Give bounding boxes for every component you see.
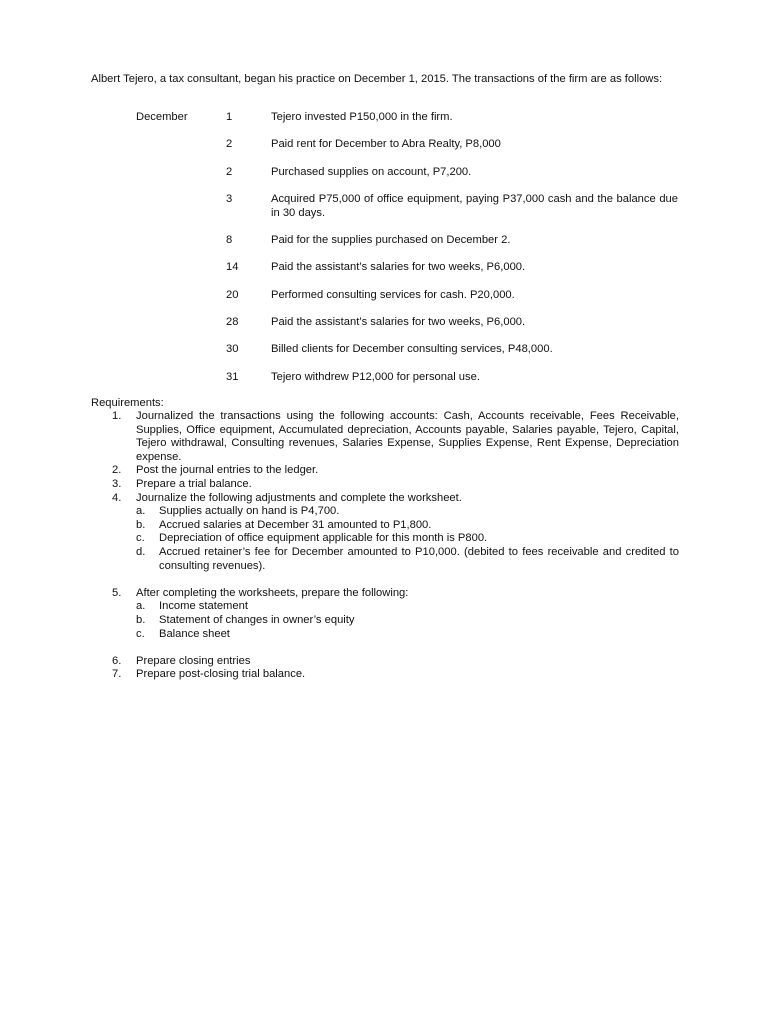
requirement-text: Post the journal entries to the ledger. (136, 464, 319, 477)
requirement-number: 6. (112, 654, 122, 667)
spacer (0, 573, 768, 587)
requirements-list (0, 410, 768, 682)
sub-item-letter: c. (136, 627, 145, 640)
requirement-item (0, 464, 768, 478)
transaction-text: Billed clients for December consulting services, P48,000. (271, 343, 553, 355)
transaction-day: 14 (226, 261, 239, 273)
transaction-text: Performed consulting services for cash. P20,000. (271, 289, 515, 301)
requirement-text: After completing the worksheets, prepare the following: (136, 586, 409, 599)
transaction-text: Paid for the supplies purchased on December 2. (271, 234, 511, 246)
transaction-text: Tejero invested P150,000 in the firm. (271, 111, 453, 123)
transaction-day: 30 (226, 343, 239, 355)
requirement-text: Journalized the transactions using the following accounts: Cash, Accounts receivable, Fees Receivable, Supplies, Office equipment, Accumulated depreciation, Accounts payable, Salaries payable, Tejero, Capital, Tejero withdrawal, Consulting revenues, Salaries Expense, Supplies Expense, Rent Expense, Depreciation expense. (136, 410, 679, 463)
requirements-heading: Requirements: (91, 397, 164, 409)
sub-item-letter: c. (136, 532, 145, 545)
transaction-day: 20 (226, 289, 239, 301)
sub-item (0, 532, 768, 546)
requirement-item (0, 492, 768, 506)
requirement-item (0, 478, 768, 492)
sub-item (0, 628, 768, 642)
requirement-text: Prepare closing entries (136, 654, 251, 667)
transaction-text: Paid the assistant’s salaries for two weeks, P6,000. (271, 316, 526, 328)
sub-item-text: Balance sheet (159, 627, 230, 640)
transaction-day: 3 (226, 193, 233, 205)
requirement-item (0, 668, 768, 682)
sub-item-letter: b. (136, 518, 146, 531)
requirement-item (0, 410, 768, 464)
transaction-month: December (136, 111, 188, 123)
requirement-item (0, 655, 768, 669)
sub-item (0, 546, 768, 573)
sub-item-letter: a. (136, 600, 146, 613)
sub-item-text: Depreciation of office equipment applicable for this month is P800. (159, 532, 488, 545)
sub-item (0, 600, 768, 614)
intro-paragraph: Albert Tejero, a tax consultant, began his practice on December 1, 2015. The transactions of the firm are as follows: (91, 73, 663, 85)
requirement-number: 3. (112, 477, 122, 490)
transaction-day: 28 (226, 316, 239, 328)
transaction-day: 2 (226, 166, 233, 178)
requirement-text: Prepare a trial balance. (136, 477, 252, 490)
transaction-text: Acquired P75,000 of office equipment, paying P37,000 cash and the balance due in 30 days. (271, 193, 678, 219)
requirement-text: Journalize the following adjustments and complete the worksheet. (136, 491, 462, 504)
transaction-text: Paid rent for December to Abra Realty, P8,000 (271, 138, 501, 150)
transaction-text: Paid the assistant’s salaries for two weeks, P6,000. (271, 261, 526, 273)
requirement-text: Prepare post-closing trial balance. (136, 668, 306, 681)
sub-item (0, 519, 768, 533)
spacer (0, 641, 768, 655)
statements-list (0, 600, 768, 641)
transaction-day: 2 (226, 138, 233, 150)
requirement-number: 7. (112, 668, 122, 681)
transaction-text: Purchased supplies on account, P7,200. (271, 166, 472, 178)
sub-item-text: Income statement (159, 600, 248, 613)
sub-item (0, 505, 768, 519)
requirement-item (0, 587, 768, 601)
sub-item-text: Accrued retainer’s fee for December amounted to P10,000. (debited to fees receivable and credited to consulting revenues). (159, 545, 679, 572)
sub-item-letter: d. (136, 545, 146, 558)
adjustments-list (0, 505, 768, 573)
transaction-day: 31 (226, 371, 239, 383)
sub-item (0, 614, 768, 628)
transaction-day: 8 (226, 234, 233, 246)
sub-item-text: Supplies actually on hand is P4,700. (159, 505, 340, 518)
requirement-number: 2. (112, 464, 122, 477)
sub-item-letter: b. (136, 613, 146, 626)
requirement-number: 4. (112, 491, 122, 504)
requirement-number: 5. (112, 586, 122, 599)
sub-item-letter: a. (136, 505, 146, 518)
transaction-day: 1 (226, 111, 233, 123)
requirement-number: 1. (112, 410, 122, 422)
sub-item-text: Statement of changes in owner’s equity (159, 613, 355, 626)
transaction-text: Tejero withdrew P12,000 for personal use. (271, 371, 480, 383)
sub-item-text: Accrued salaries at December 31 amounted to P1,800. (159, 518, 432, 531)
